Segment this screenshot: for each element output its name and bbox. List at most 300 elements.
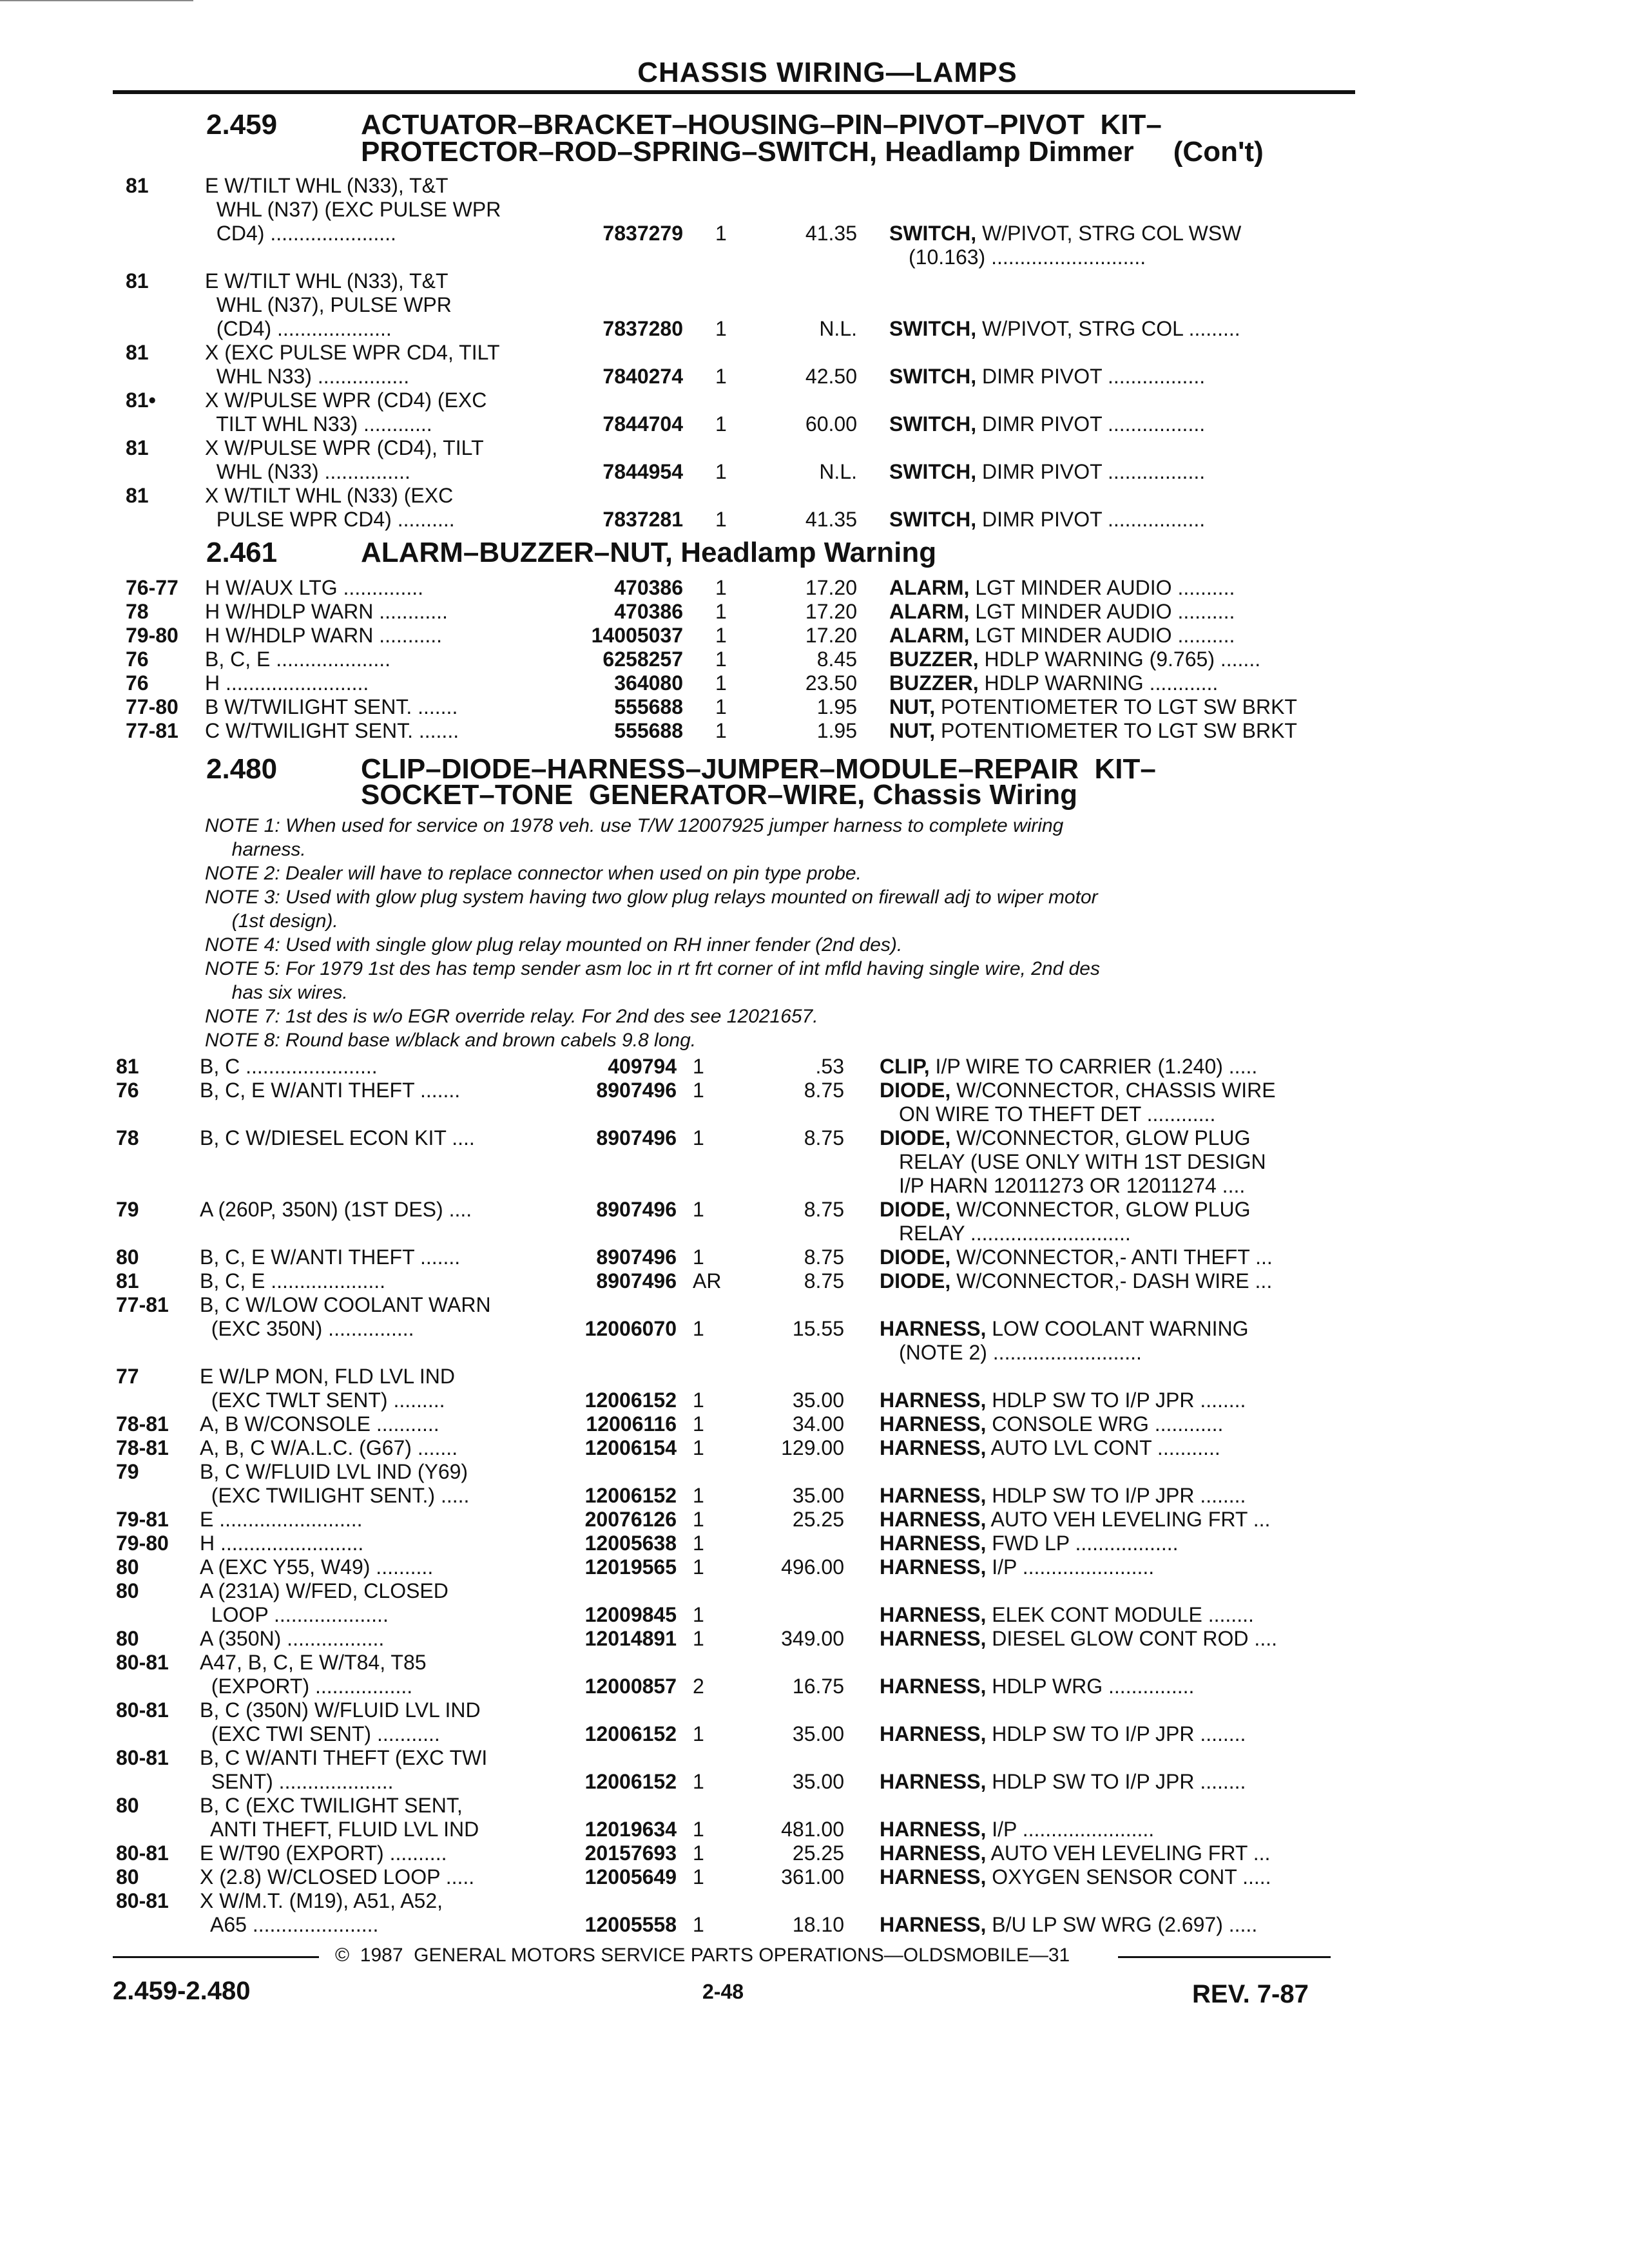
usage-description: TILT WHL N33) ............: [205, 412, 432, 436]
part-name: [889, 317, 1240, 340]
part-name-rest: POTENTIOMETER TO LGT SW BRKT: [935, 695, 1297, 718]
usage-description: B, C, E W/ANTI THEFT .......: [200, 1245, 461, 1269]
part-row: [0, 1198, 1629, 1221]
part-number: 7840274: [602, 365, 683, 388]
model-year: 79-80: [126, 624, 178, 647]
price: 1.95: [816, 719, 857, 742]
part-name-rest: HDLP WARNING ............: [978, 671, 1219, 695]
desc-line-row: [0, 341, 1629, 364]
model-year: 80: [116, 1579, 139, 1602]
model-year: 80: [116, 1245, 139, 1269]
price: 25.25: [792, 1841, 844, 1865]
model-year: 81: [116, 1269, 139, 1293]
price: 41.35: [805, 508, 857, 531]
usage-description: X W/TILT WHL (N33) (EXC: [205, 484, 454, 507]
part-name-rest: I/P WIRE TO CARRIER (1.240) .....: [929, 1055, 1258, 1078]
usage-description: X (EXC PULSE WPR CD4, TILT: [205, 341, 500, 364]
usage-description: (EXC TWILIGHT SENT.) .....: [200, 1484, 470, 1507]
part-name-bold: BUZZER,: [889, 671, 979, 695]
page-title: CHASSIS WIRING—LAMPS: [637, 57, 1017, 88]
part-row: [0, 1055, 1629, 1078]
part-row: [0, 412, 1629, 436]
note-line: (1st design).: [205, 910, 338, 932]
part-name-bold: ALARM,: [889, 600, 970, 623]
part-name-rest: HDLP SW TO I/P JPR ........: [986, 1770, 1246, 1793]
part-name-continuation: (10.163) ...........................: [909, 245, 1146, 269]
price: 349.00: [781, 1627, 844, 1650]
quantity: 1: [715, 648, 727, 671]
part-name-rest: I/P .......................: [986, 1818, 1155, 1841]
price: .53: [815, 1055, 844, 1078]
part-number: 7837280: [602, 317, 683, 340]
part-name-rest: W/CONNECTOR, GLOW PLUG: [950, 1198, 1251, 1221]
part-name-rest: W/CONNECTOR,- DASH WIRE ...: [950, 1269, 1273, 1293]
part-row: [0, 1555, 1629, 1579]
usage-description: A (231A) W/FED, CLOSED: [200, 1579, 448, 1602]
model-year: 76: [116, 1079, 139, 1102]
part-row: [0, 600, 1629, 623]
quantity: 1: [715, 222, 727, 245]
quantity: 1: [693, 1770, 704, 1793]
part-name-bold: HARNESS,: [880, 1865, 987, 1888]
part-name-rest: I/P .......................: [986, 1555, 1155, 1579]
footer-page-number: 2-48: [702, 1980, 744, 2003]
part-name-rest: HDLP SW TO I/P JPR ........: [986, 1484, 1246, 1507]
price: 18.10: [792, 1913, 844, 1936]
quantity: 1: [693, 1818, 704, 1841]
part-name-rest: AUTO VEH LEVELING FRT ...: [986, 1841, 1271, 1865]
part-number: 7837281: [602, 508, 683, 531]
part-number: 470386: [614, 600, 683, 623]
desc-line-row: [0, 1579, 1629, 1602]
desc-line-row: [0, 198, 1629, 221]
price: 1.95: [816, 695, 857, 718]
usage-description: B, C .......................: [200, 1055, 378, 1078]
part-name-rest: DIMR PIVOT .................: [976, 508, 1206, 531]
price: 17.20: [805, 600, 857, 623]
part-name-bold: HARNESS,: [880, 1818, 987, 1841]
usage-description: X W/PULSE WPR (CD4), TILT: [205, 436, 484, 459]
part-name-bold: HARNESS,: [880, 1722, 987, 1745]
note-line: NOTE 5: For 1979 1st des has temp sender asm loc in rt frt corner of int mfld having single wire, 2nd des: [205, 958, 1100, 979]
price: 35.00: [792, 1389, 844, 1412]
note-line: NOTE 1: When used for service on 1978 veh. use T/W 12007925 jumper harness to complete wiring: [205, 815, 1064, 836]
usage-description: LOOP ....................: [200, 1603, 389, 1626]
part-name-continuation: (NOTE 2) ..........................: [899, 1341, 1142, 1364]
price: 481.00: [781, 1818, 844, 1841]
part-name-rest: DIESEL GLOW CONT ROD ....: [986, 1627, 1277, 1650]
desc-line-row: [0, 1698, 1629, 1722]
desc-line-row: [0, 1889, 1629, 1912]
part-name: [889, 365, 1205, 388]
usage-description: SENT) ....................: [200, 1770, 394, 1793]
section-number: 2.461: [206, 537, 278, 568]
part-number: 12006154: [584, 1436, 677, 1459]
price: N.L.: [819, 460, 857, 483]
quantity: 1: [693, 1603, 704, 1626]
part-name: [880, 1722, 1246, 1745]
part-row: [0, 624, 1629, 647]
part-name-rest: W/CONNECTOR, GLOW PLUG: [950, 1126, 1251, 1149]
note-line: harness.: [205, 839, 306, 860]
part-name-rest: W/PIVOT, STRG COL WSW: [976, 222, 1242, 245]
model-year: 80-81: [116, 1698, 169, 1722]
part-number: 7844954: [602, 460, 683, 483]
section-title-line2: PROTECTOR–ROD–SPRING–SWITCH, Headlamp Dimmer (Con't): [361, 136, 1264, 168]
part-name-bold: SWITCH,: [889, 317, 977, 340]
model-year: 78: [126, 600, 149, 623]
part-row: [0, 671, 1629, 695]
part-name-bold: DIODE,: [880, 1245, 951, 1269]
quantity: 2: [693, 1675, 704, 1698]
part-name: [889, 460, 1205, 483]
part-name-bold: NUT,: [889, 695, 936, 718]
part-row: [0, 1818, 1629, 1841]
part-name-bold: HARNESS,: [880, 1841, 987, 1865]
part-number: 12006152: [584, 1484, 677, 1507]
quantity: 1: [715, 671, 727, 695]
part-row: [0, 1389, 1629, 1412]
part-number: 20157693: [584, 1841, 677, 1865]
part-number: 12009845: [584, 1603, 677, 1626]
part-number: 14005037: [591, 624, 683, 647]
part-name-rest: DIMR PIVOT .................: [976, 365, 1206, 388]
quantity: 1: [715, 412, 727, 436]
usage-description: B, C (EXC TWILIGHT SENT,: [200, 1794, 463, 1817]
part-name: [889, 222, 1241, 245]
usage-description: WHL (N33) ...............: [205, 460, 410, 483]
usage-description: H W/AUX LTG ..............: [205, 576, 423, 599]
desc-line-row: [0, 174, 1629, 197]
price: 8.75: [804, 1126, 844, 1149]
usage-description: E W/TILT WHL (N33), T&T: [205, 269, 448, 293]
quantity: 1: [693, 1436, 704, 1459]
part-name: [880, 1770, 1246, 1793]
part-row: [0, 1722, 1629, 1745]
model-year: 80-81: [116, 1841, 169, 1865]
part-number: 12005558: [584, 1913, 677, 1936]
section-title-line1: CLIP–DIODE–HARNESS–JUMPER–MODULE–REPAIR KIT–: [361, 753, 1156, 785]
scan-mark: [0, 0, 193, 4]
part-row: [0, 1317, 1629, 1340]
model-year: 78-81: [116, 1412, 169, 1436]
usage-description: WHL (N37), PULSE WPR: [205, 293, 452, 316]
part-row: [0, 1841, 1629, 1865]
footer-rule-right: [1118, 1956, 1331, 1958]
part-name: [880, 1603, 1254, 1626]
quantity: 1: [715, 624, 727, 647]
part-number: 12006152: [584, 1389, 677, 1412]
model-year: 78: [116, 1126, 139, 1149]
part-name-bold: ALARM,: [889, 624, 970, 647]
part-number: 8907496: [596, 1269, 677, 1293]
footer-copyright: © 1987 GENERAL MOTORS SERVICE PARTS OPERATIONS—OLDSMOBILE—31: [335, 1945, 1070, 1966]
model-year: 76: [126, 671, 149, 695]
desc-line-row: [0, 389, 1629, 412]
usage-description: B, C W/ANTI THEFT (EXC TWI: [200, 1746, 488, 1769]
model-year: 81: [126, 436, 149, 459]
price: N.L.: [819, 317, 857, 340]
model-year: 81: [116, 1055, 139, 1078]
usage-description: WHL (N37) (EXC PULSE WPR: [205, 198, 501, 221]
part-number: 12006116: [586, 1412, 677, 1436]
footer-rule-left: [113, 1956, 319, 1958]
usage-description: H W/HDLP WARN ...........: [205, 624, 443, 647]
model-year: 81: [126, 341, 149, 364]
usage-description: B, C (350N) W/FLUID LVL IND: [200, 1698, 481, 1722]
quantity: 1: [693, 1865, 704, 1888]
usage-description: X W/PULSE WPR (CD4) (EXC: [205, 389, 487, 412]
section-title-line1: ALARM–BUZZER–NUT, Headlamp Warning: [361, 537, 937, 568]
usage-description: H .........................: [205, 671, 369, 695]
model-year: 80: [116, 1555, 139, 1579]
part-name-bold: SWITCH,: [889, 365, 977, 388]
part-name: [880, 1389, 1246, 1412]
model-year: 81: [126, 174, 149, 197]
part-number: 555688: [614, 719, 683, 742]
part-name-bold: HARNESS,: [880, 1532, 987, 1555]
part-row: [0, 1436, 1629, 1459]
quantity: 1: [715, 576, 727, 599]
part-name-bold: SWITCH,: [889, 222, 977, 245]
price: 8.45: [816, 648, 857, 671]
part-row: [0, 1079, 1629, 1102]
quantity: 1: [693, 1484, 704, 1507]
part-name-rest: W/CONNECTOR,- ANTI THEFT ...: [950, 1245, 1273, 1269]
desc-line-row: [0, 1794, 1629, 1817]
quantity: 1: [715, 719, 727, 742]
usage-description: CD4) ......................: [205, 222, 396, 245]
usage-description: (EXC TWLT SENT) .........: [200, 1389, 445, 1412]
price: 129.00: [781, 1436, 844, 1459]
part-name: [880, 1317, 1249, 1340]
part-name-rest: LOW COOLANT WARNING: [986, 1317, 1249, 1340]
usage-description: X (2.8) W/CLOSED LOOP .....: [200, 1865, 475, 1888]
quantity: 1: [693, 1555, 704, 1579]
part-number: 7844704: [602, 412, 683, 436]
note-line: NOTE 3: Used with glow plug system having two glow plug relays mounted on firewall adj to wiper motor: [205, 887, 1098, 908]
usage-description: WHL N33) ................: [205, 365, 410, 388]
part-row: [0, 1865, 1629, 1888]
part-name-bold: HARNESS,: [880, 1508, 987, 1531]
usage-description: A (350N) .................: [200, 1627, 385, 1650]
quantity: 1: [715, 317, 727, 340]
price: 35.00: [792, 1722, 844, 1745]
section-number: 2.480: [206, 753, 278, 785]
part-row: [0, 222, 1629, 245]
part-name-rest: CONSOLE WRG ............: [986, 1412, 1224, 1436]
model-year: 79-81: [116, 1508, 169, 1531]
part-number: 409794: [608, 1055, 677, 1078]
part-name-rest: OXYGEN SENSOR CONT .....: [986, 1865, 1271, 1888]
part-name: [880, 1675, 1194, 1698]
part-name: [889, 695, 1297, 718]
part-number: 12006152: [584, 1722, 677, 1745]
part-row: [0, 695, 1629, 718]
part-name-bold: HARNESS,: [880, 1484, 987, 1507]
part-name-rest: B/U LP SW WRG (2.697) .....: [986, 1913, 1258, 1936]
price: 8.75: [804, 1245, 844, 1269]
quantity: 1: [693, 1198, 704, 1221]
usage-description: A47, B, C, E W/T84, T85: [200, 1651, 427, 1674]
price: 42.50: [805, 365, 857, 388]
usage-description: E .........................: [200, 1508, 363, 1531]
usage-description: (EXC 350N) ...............: [200, 1317, 414, 1340]
price: 17.20: [805, 624, 857, 647]
price: 35.00: [792, 1484, 844, 1507]
usage-description: (CD4) ....................: [205, 317, 392, 340]
part-row: [0, 460, 1629, 483]
part-name-bold: SWITCH,: [889, 460, 977, 483]
part-name-bold: DIODE,: [880, 1126, 951, 1149]
part-name-rest: AUTO VEH LEVELING FRT ...: [986, 1508, 1271, 1531]
quantity: 1: [693, 1532, 704, 1555]
part-name-rest: W/CONNECTOR, CHASSIS WIRE: [950, 1079, 1276, 1102]
price: 35.00: [792, 1770, 844, 1793]
part-name-bold: NUT,: [889, 719, 936, 742]
note-line: NOTE 8: Round base w/black and brown cabels 9.8 long.: [205, 1030, 697, 1051]
part-name-rest: ELEK CONT MODULE ........: [986, 1603, 1254, 1626]
part-name-bold: CLIP,: [880, 1055, 930, 1078]
part-name-rest: HDLP WRG ...............: [986, 1675, 1195, 1698]
part-name: [880, 1627, 1277, 1650]
usage-description: E W/TILT WHL (N33), T&T: [205, 174, 448, 197]
usage-description: B, C, E ....................: [200, 1269, 386, 1293]
part-name: [880, 1841, 1270, 1865]
model-year: 77-81: [116, 1293, 169, 1316]
model-year: 80-81: [116, 1746, 169, 1769]
part-name-bold: HARNESS,: [880, 1389, 987, 1412]
part-number: 12006152: [584, 1770, 677, 1793]
part-name-rest: LGT MINDER AUDIO ..........: [969, 600, 1235, 623]
part-name-bold: SWITCH,: [889, 508, 977, 531]
part-name: [889, 648, 1260, 671]
usage-description: C W/TWILIGHT SENT. .......: [205, 719, 459, 742]
footer-revision: REV. 7-87: [1192, 1980, 1309, 2008]
part-name-continuation: ON WIRE TO THEFT DET ............: [899, 1102, 1216, 1126]
part-name-rest: W/PIVOT, STRG COL .........: [976, 317, 1240, 340]
part-name-bold: DIODE,: [880, 1198, 951, 1221]
usage-description: B W/TWILIGHT SENT. .......: [205, 695, 458, 718]
usage-description: ANTI THEFT, FLUID LVL IND: [200, 1818, 479, 1841]
model-year: 78-81: [116, 1436, 169, 1459]
model-year: 79-80: [116, 1532, 169, 1555]
desc-line-row: [0, 436, 1629, 459]
part-number: 470386: [614, 576, 683, 599]
part-name-rest: AUTO LVL CONT ...........: [986, 1436, 1220, 1459]
part-row: [0, 1126, 1629, 1149]
usage-description: PULSE WPR CD4) ..........: [205, 508, 455, 531]
part-name: [880, 1412, 1223, 1436]
part-number: 8907496: [596, 1198, 677, 1221]
usage-description: B, C W/DIESEL ECON KIT ....: [200, 1126, 475, 1149]
model-year: 80: [116, 1627, 139, 1650]
part-name: [880, 1508, 1270, 1531]
usage-description: B, C W/LOW COOLANT WARN: [200, 1293, 491, 1316]
part-row: [0, 1532, 1629, 1555]
model-year: 79: [116, 1460, 139, 1483]
part-name-rest: LGT MINDER AUDIO ..........: [969, 624, 1235, 647]
part-name-rest: DIMR PIVOT .................: [976, 412, 1206, 436]
quantity: 1: [715, 508, 727, 531]
part-row: [0, 1913, 1629, 1936]
model-year: 80: [116, 1794, 139, 1817]
quantity: 1: [715, 365, 727, 388]
model-year: 80: [116, 1865, 139, 1888]
usage-description: B, C, E ....................: [205, 648, 391, 671]
model-year: 81•: [126, 389, 156, 412]
part-name: [880, 1913, 1257, 1936]
desc-line-row: [0, 1651, 1629, 1674]
part-number: 6258257: [602, 648, 683, 671]
desc-line-row: [0, 1365, 1629, 1388]
part-name-continuation: RELAY (USE ONLY WITH 1ST DESIGN: [899, 1150, 1266, 1173]
part-row: [0, 1245, 1629, 1269]
part-row: [0, 1770, 1629, 1793]
price: 8.75: [804, 1198, 844, 1221]
usage-description: H .........................: [200, 1532, 364, 1555]
footer-range: 2.459-2.480: [113, 1977, 251, 2005]
quantity: 1: [715, 600, 727, 623]
usage-description: B, C, E W/ANTI THEFT .......: [200, 1079, 461, 1102]
quantity: AR: [693, 1269, 722, 1293]
price: 23.50: [805, 671, 857, 695]
part-number: 12005649: [584, 1865, 677, 1888]
part-name: [880, 1198, 1250, 1221]
part-number: 12006070: [584, 1317, 677, 1340]
note-line: NOTE 4: Used with single glow plug relay mounted on RH inner fender (2nd des).: [205, 934, 903, 956]
usage-description: A (260P, 350N) (1ST DES) ....: [200, 1198, 472, 1221]
part-name: [889, 412, 1205, 436]
part-name-bold: HARNESS,: [880, 1627, 987, 1650]
usage-description: B, C W/FLUID LVL IND (Y69): [200, 1460, 468, 1483]
usage-description: E W/T90 (EXPORT) ..........: [200, 1841, 447, 1865]
part-row: [0, 1412, 1629, 1436]
part-name: [880, 1079, 1276, 1102]
model-year: 76-77: [126, 576, 178, 599]
part-row: [0, 648, 1629, 671]
usage-description: A, B, C W/A.L.C. (G67) .......: [200, 1436, 458, 1459]
note-line: NOTE 2: Dealer will have to replace connector when used on pin type probe.: [205, 863, 862, 884]
desc-line-row: [0, 293, 1629, 316]
part-name: [880, 1484, 1246, 1507]
part-name-bold: DIODE,: [880, 1269, 951, 1293]
part-number: 8907496: [596, 1126, 677, 1149]
part-number: 12019565: [584, 1555, 677, 1579]
part-name: [880, 1865, 1271, 1888]
section-number: 2.459: [206, 109, 278, 140]
model-year: 76: [126, 648, 149, 671]
model-year: 77: [116, 1365, 139, 1388]
part-name-bold: HARNESS,: [880, 1913, 987, 1936]
quantity: 1: [693, 1055, 704, 1078]
part-name-rest: POTENTIOMETER TO LGT SW BRKT: [935, 719, 1297, 742]
part-name-bold: HARNESS,: [880, 1675, 987, 1698]
price: 16.75: [792, 1675, 844, 1698]
part-row: [0, 1675, 1629, 1698]
part-number: 8907496: [596, 1079, 677, 1102]
part-name-rest: HDLP SW TO I/P JPR ........: [986, 1389, 1246, 1412]
part-name-rest: FWD LP ..................: [986, 1532, 1179, 1555]
part-row: [0, 1269, 1629, 1293]
usage-description: X W/M.T. (M19), A51, A52,: [200, 1889, 443, 1912]
price: 8.75: [804, 1079, 844, 1102]
part-name: [880, 1436, 1220, 1459]
price: 60.00: [805, 412, 857, 436]
part-row: [0, 1508, 1629, 1531]
part-number: 555688: [614, 695, 683, 718]
part-row: [0, 1603, 1629, 1626]
